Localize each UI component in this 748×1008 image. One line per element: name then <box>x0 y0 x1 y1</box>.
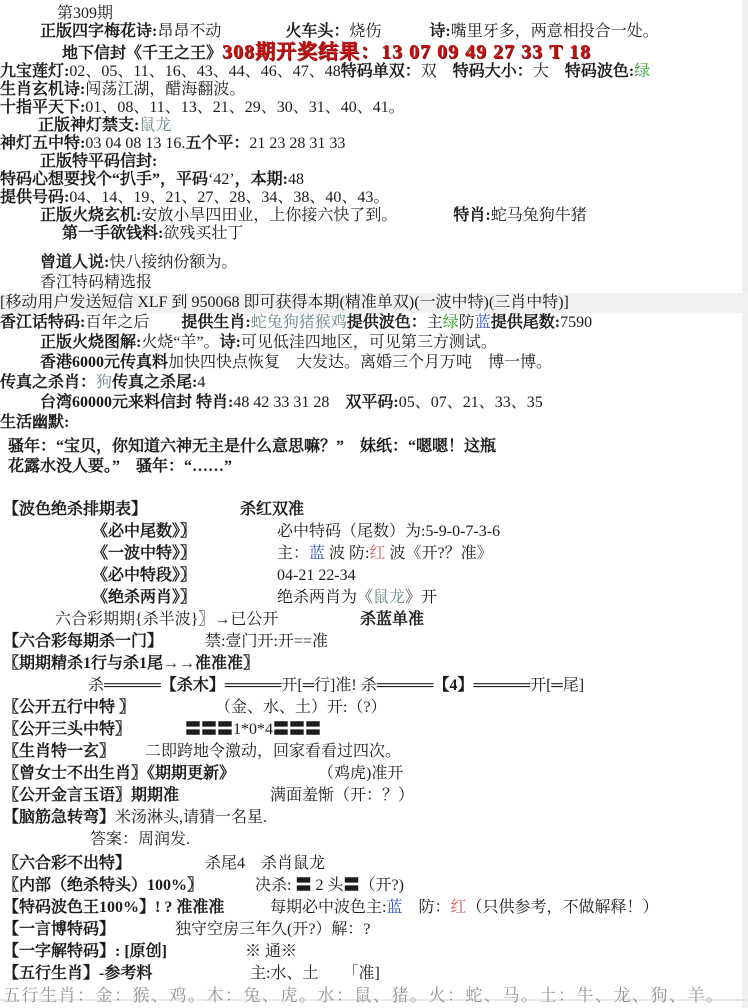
kill-two-zodiac-prefix: 绝杀两肖为《 <box>277 589 374 606</box>
three-heads-bars-right: 〓〓〓 <box>273 721 322 738</box>
one-char-special-label: 【一字解特码】: [原创] <box>3 943 167 960</box>
xiangjiang-special-label: 香江话特码: <box>0 314 86 331</box>
money-material-label: 第一手欲钱料: <box>62 225 164 242</box>
xiangjiang-special-line <box>0 313 748 333</box>
pickpocket-line <box>0 171 748 189</box>
plum-poem-value: 昂昂不动 <box>157 23 286 40</box>
issue-number: 第309期 <box>57 5 114 22</box>
humor-text-1: 骚年：“宝贝，你知道六神无主是什么意思嘛？” 妹纸：“嗯嗯！这瓶 <box>8 438 497 455</box>
internal-kill-suffix: （开?) <box>359 877 404 894</box>
taiwan-envelope-label: 台湾60000元来料信封 特肖: <box>40 394 234 411</box>
double-flat-label: 双平码: <box>345 394 399 411</box>
one-wave-blue-value: 蓝 <box>309 545 326 562</box>
this-issue-value: 48 <box>288 171 305 188</box>
lamp-five-special-label: 神灯五中特: <box>0 135 86 152</box>
fire-poem-label: 诗: <box>219 334 241 351</box>
five-elements-special-line <box>3 698 748 717</box>
kill-wood-dashes-3: ═════开[═尾] <box>473 677 585 694</box>
hk-fax-line <box>40 353 748 373</box>
tail-numbers-label: 提供尾数: <box>490 314 561 331</box>
big-small-label: 特码大小： <box>452 63 533 80</box>
nine-treasure-lamp-label: 九宝莲灯: <box>0 63 70 80</box>
money-material-value: 欲残买壮丁 <box>163 225 244 242</box>
kill-wood-line <box>88 676 748 695</box>
one-word-special-value: 独守空房三年久(开?）解：? <box>175 921 371 938</box>
wave-color-label: 特码波色: <box>564 63 635 80</box>
humor-title-text: 生活幽默: <box>0 414 70 431</box>
provide-wave-label: 提供波色： <box>346 314 427 331</box>
one-wave-guard-label: 波 防: <box>325 545 370 562</box>
train-head-value: 烧伤 <box>349 23 430 40</box>
golden-words-label: 〖公开金言玉语〗期期准 <box>3 787 180 804</box>
must-hit-segment-label: 《必中特段》〗 <box>92 567 197 584</box>
five-element-zodiac-label: 【五行生肖】-参考料 <box>3 965 153 982</box>
brain-teaser-label: 【脑筋急转弯】 <box>3 809 116 826</box>
draw-result-numbers: 308期开奖结果：13 07 09 49 27 33 T 18 <box>222 41 591 63</box>
fire-mystery-label: 正版火烧玄机: <box>40 207 142 224</box>
this-issue-label: ，本期: <box>234 171 289 188</box>
sheet-content <box>0 5 748 1008</box>
no-special-line <box>3 854 748 873</box>
wave-color-king-label: 【特码波色王100%】! ? 准准准 <box>3 899 225 916</box>
odd-even-label: 特码单双： <box>340 63 421 80</box>
five-flat-label: 五个平： <box>185 135 250 152</box>
zodiac-poem-label: 生肖玄机诗: <box>0 81 86 98</box>
plum-poem-label: 正版四字梅花诗: <box>40 23 158 40</box>
five-element-zodiac-detail-text: 五行生肖：金：猴、鸡。木：兔、虎。水：鼠、猪。火：蛇、马。土：牛、龙、狗、羊。 <box>3 986 725 1005</box>
internal-kill-head-line <box>3 876 748 895</box>
kill-four-label: 【4】 <box>433 677 474 694</box>
kill-two-zodiac-label: 《绝杀两肖》〗 <box>92 589 197 606</box>
ten-fingers-numbers: 01、08、11、13、21、29、30、31、40、41。 <box>85 99 405 116</box>
lamp-ban-label: 正版神灯禁支: <box>38 117 140 134</box>
golden-words-value: 满面羞惭（开：？） <box>270 787 415 804</box>
lamp-ban-zodiacs: 鼠龙 <box>139 117 172 134</box>
guard-label: 防 <box>458 314 475 331</box>
one-char-special-value: ※ 通※ <box>245 943 298 960</box>
kill-wood-dashes-1: 杀═════ <box>88 677 161 694</box>
fire-diagram-line <box>40 333 748 353</box>
no-special-value: 杀尾4 杀肖鼠龙 <box>205 855 326 872</box>
zodiac-one-mystery-label: 〖生肖特一玄〗 <box>3 743 116 760</box>
special-zodiac-value: 蛇马兔狗牛猪 <box>490 207 587 224</box>
zengdao-value: 快八接纳份额为。 <box>109 254 238 271</box>
hk-fax-value: 加快四快点恢复 大发达。离婚三个月万吨 博一博。 <box>168 354 553 371</box>
xiangjiang-report-title <box>40 273 748 293</box>
kill-two-zodiac-value: 鼠龙 <box>373 589 406 606</box>
no-special-label: 〖六合彩不出特】 <box>3 855 132 872</box>
kill-row-tail-line <box>3 654 748 673</box>
draw-result-line <box>62 41 748 63</box>
main-label: 主 <box>426 314 443 331</box>
special-flat-envelope-label: 正版特平码信封: <box>40 153 158 170</box>
fire-mystery-line <box>40 207 748 225</box>
internal-kill-bar-right: 〓 <box>343 877 360 894</box>
kill-wood-dashes-2: ═════开[═行]准! 杀═════ <box>224 677 434 694</box>
big-small-value: 大 <box>532 63 565 80</box>
provided-numbers-label: 提供号码: <box>0 189 70 206</box>
five-element-zodiac-value: 主:水、土 「准] <box>250 965 380 982</box>
kill-one-door-label: 【六合彩每期杀一门】 <box>3 633 164 650</box>
kill-blue-accurate-text: 杀蓝单准 <box>360 611 425 628</box>
underground-envelope-label: 地下信封《千王之王》 <box>62 45 223 62</box>
five-elements-special-value: （金、水、土）开:（?） <box>215 699 387 716</box>
kill-two-zodiac-suffix: 》开 <box>405 589 438 606</box>
humor-text-2: 花露水没人要。” 骚年：“……” <box>8 458 233 475</box>
kill-two-zodiac-row <box>0 588 748 607</box>
fax-kill-zodiac-value: 狗 <box>96 374 113 391</box>
must-hit-tail-value: 必中特码（尾数）为:5-9-0-7-3-6 <box>277 523 501 540</box>
humor-line-1 <box>8 437 748 457</box>
lamp-five-special-line <box>0 135 748 153</box>
wave-color-king-line <box>3 898 748 917</box>
madam-zeng-value: （鸡虎)准开 <box>318 765 404 782</box>
flat-code-value: ‘42’ <box>208 171 235 188</box>
humor-title <box>0 413 748 433</box>
brain-teaser-line <box>3 808 748 827</box>
guard-blue-value: 蓝 <box>474 314 491 331</box>
xiangjiang-report-title-text: 香江特码精选报 <box>40 274 153 291</box>
odd-even-value: 双 <box>420 63 453 80</box>
three-heads-special-line <box>3 720 748 739</box>
fax-kill-zodiac-label: 传真之杀肖： <box>0 374 97 391</box>
one-char-special-line <box>3 942 748 961</box>
nine-treasure-lamp-numbers: 02、05、11、16、43、44、46、47、48 <box>69 63 341 80</box>
ten-fingers-label: 十指平天下: <box>0 99 86 116</box>
three-heads-value: 1*0*4 <box>233 721 274 738</box>
five-flat-numbers: 21 23 28 31 33 <box>249 135 346 152</box>
internal-kill-value: 2 头 <box>311 877 344 894</box>
double-flat-numbers: 05、07、21、33、35 <box>398 394 543 411</box>
sms-notice-line <box>0 293 748 313</box>
one-word-special-label: 【一言博特码】 <box>3 921 116 938</box>
sms-notice-text: [移动用户发送短信 XLF 到 950068 即可获得本期(精准单双)(一波中特)(三肖中特)] <box>0 294 569 311</box>
tail-numbers-value: 7590 <box>560 314 593 331</box>
zodiac-one-mystery-value: 二即跨地令激动，回家看看过四次。 <box>145 743 402 760</box>
kill-row-tail-text: 〖期期精杀1行与杀1尾→→准准准〗 <box>3 655 260 672</box>
wave-color-king-guard-label: 防： <box>402 899 451 916</box>
three-heads-special-label: 〖公开三头中特〗 <box>3 721 132 738</box>
must-hit-segment-value: 04-21 22-34 <box>277 567 356 584</box>
brain-teaser-answer-text: 答案：周润发. <box>90 831 191 848</box>
fax-kill-tail-label: 传真之杀尾: <box>112 374 198 391</box>
brain-teaser-answer <box>90 830 748 849</box>
wave-color-king-blue: 蓝 <box>386 899 403 916</box>
nine-treasure-lamp-line <box>0 63 748 81</box>
fax-kill-tail-value: 4 <box>197 374 206 391</box>
special-zodiac-label: 特肖: <box>453 207 491 224</box>
wave-color-value-green: 绿 <box>634 63 651 80</box>
zodiac-poem-value: 闯荡江湖，醋海翻波。 <box>85 81 246 98</box>
poem-label: 诗: <box>429 23 451 40</box>
kill-one-door-value: 禁:壹门开:开==准 <box>205 633 328 650</box>
madam-zeng-line <box>3 764 748 783</box>
golden-words-line <box>3 786 748 805</box>
fire-poem-value: 可见低洼四地区，可见第三方测试。 <box>240 334 497 351</box>
provided-numbers-value: 04、14、19、21、27、28、34、38、40、43。 <box>69 189 390 206</box>
wave-color-king-red: 红 <box>450 899 467 916</box>
provided-numbers-line <box>0 189 748 207</box>
kill-red-accurate-text: 杀红双准 <box>240 501 305 518</box>
hk-fax-label: 香港6000元传真料 <box>40 354 169 371</box>
humor-line-2 <box>8 457 748 477</box>
provide-zodiac-label: 提供生肖: <box>181 314 251 331</box>
one-wave-special-row <box>0 544 748 563</box>
issue-number-line <box>57 5 748 23</box>
train-head-label: 火车头： <box>285 23 350 40</box>
lamp-five-special-numbers: 03 04 08 13 16. <box>85 135 186 152</box>
lamp-ban-zodiac-line <box>38 117 748 135</box>
zengdao-line <box>40 253 748 273</box>
one-wave-open-note: 波《开?？准》 <box>385 545 493 562</box>
provide-zodiac-value: 蛇兔狗猪猴鸡 <box>250 314 347 331</box>
wave-color-king-note: （只供参考，不做解释！） <box>466 899 659 916</box>
special-flat-envelope-line <box>40 153 748 171</box>
internal-kill-bar-left: 〓 <box>295 877 312 894</box>
fax-kill-line <box>0 373 748 393</box>
pickpocket-label: 特码心想要找个“扒手”，平码 <box>0 171 209 188</box>
three-heads-bars-left: 〓〓〓 <box>185 721 234 738</box>
fire-diagram-label: 正版火烧图解: <box>40 334 142 351</box>
poem-value: 嘴里牙多，两意相投合一处。 <box>450 23 659 40</box>
brain-teaser-question: 米汤淋头,请猜一名星. <box>115 809 268 826</box>
wave-kill-table-header <box>3 500 748 519</box>
fire-mystery-value: 安放小旱四田业，上你接六快了到。 <box>141 207 454 224</box>
one-wave-red-value: 红 <box>369 545 386 562</box>
kill-one-door-line <box>3 632 748 651</box>
kill-wood-label: 【杀木】 <box>160 677 225 694</box>
zodiac-mystery-poem-line <box>0 81 748 99</box>
internal-kill-prefix: 决杀: <box>255 877 296 894</box>
internal-kill-head-label: 〖内部（绝杀特头）100%〗 <box>3 877 204 894</box>
one-wave-special-label: 《一波中特》〗 <box>92 545 197 562</box>
must-hit-segment-row <box>0 566 748 585</box>
kill-half-wave-label: 六合彩期期{杀半波}〗→已公开 <box>55 611 279 628</box>
five-element-zodiac-line <box>3 964 748 983</box>
main-green-value: 绿 <box>442 314 459 331</box>
ten-fingers-line <box>0 99 748 117</box>
xiangjiang-special-value: 百年之后 <box>85 314 182 331</box>
one-word-special-line <box>3 920 748 939</box>
zodiac-one-mystery-line <box>3 742 748 761</box>
money-material-line <box>62 225 748 243</box>
five-elements-special-label: 〖公开五行中特 〗 <box>3 699 136 716</box>
wave-color-king-main-label: 每期必中波色主: <box>270 899 387 916</box>
taiwan-special-numbers: 48 42 33 31 28 <box>233 394 346 411</box>
madam-zeng-label: 〖曾女士不出生肖〗《期期更新》 <box>3 765 236 782</box>
five-element-zodiac-detail <box>3 986 748 1005</box>
fire-diagram-value: 火烧“羊”。 <box>141 334 220 351</box>
must-hit-tail-label: 《必中尾数》〗 <box>92 523 197 540</box>
zengdao-label: 曾道人说: <box>40 254 110 271</box>
kill-half-wave-row <box>55 610 748 629</box>
wave-kill-table-label: 【波色绝杀排期表】 <box>3 501 148 518</box>
must-hit-tail-row <box>0 522 748 541</box>
taiwan-envelope-line <box>40 393 748 413</box>
plum-poem-line <box>40 23 748 41</box>
one-wave-main-label: 主： <box>277 545 310 562</box>
